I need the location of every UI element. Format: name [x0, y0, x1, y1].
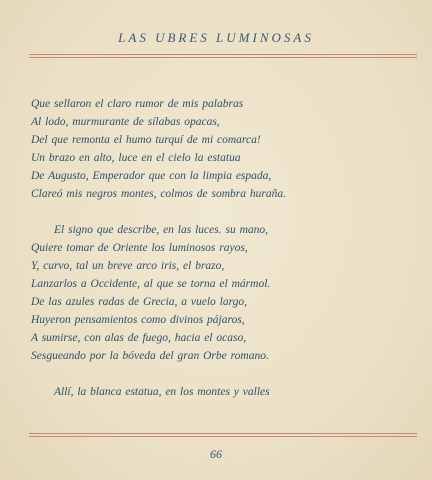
footer-rule-lower	[29, 436, 417, 437]
verse-line: Huyeron pensamientos como divinos pájaros,	[31, 314, 245, 326]
verse-line: Sesgueando por la bóveda del gran Orbe romano.	[31, 350, 269, 362]
footer-rule-upper	[29, 433, 417, 434]
running-header: LAS UBRES LUMINOSAS	[118, 30, 314, 45]
verse-line: Que sellaron el claro rumor de mis palabras	[31, 98, 244, 110]
verse-line: De las azules radas de Grecia, a vuelo largo,	[31, 296, 248, 308]
verse-line: Un brazo en alto, luce en el cielo la estatua	[31, 152, 241, 164]
verse-line: Al lodo, murmurante de sílabas opacas,	[31, 116, 220, 128]
verse-line: Quiere tomar de Oriente los luminosos rayos,	[31, 242, 248, 254]
verse-line: Allí, la blanca estatua, en los montes y valles	[54, 386, 270, 398]
page-number: 66	[210, 447, 222, 461]
header-rule-lower	[29, 57, 417, 58]
verse-line: Clareó mis negros montes, colmos de sombra huraña.	[31, 188, 286, 200]
verse-line: De Augusto, Emperador que con la limpia espada,	[31, 170, 272, 182]
verse-line: Lanzarlos a Occidente, al que se torna el mármol.	[31, 278, 271, 290]
verse-line: A sumirse, con alas de fuego, hacia el ocaso,	[31, 332, 247, 344]
header-rule-upper	[29, 54, 417, 55]
verse-line: El signo que describe, en las luces. su mano,	[54, 224, 269, 236]
verse-line: Del que remonta el humo turquí de mi comarca!	[31, 134, 261, 146]
verse-line: Y, curvo, tal un breve arco iris, el brazo,	[31, 260, 225, 272]
